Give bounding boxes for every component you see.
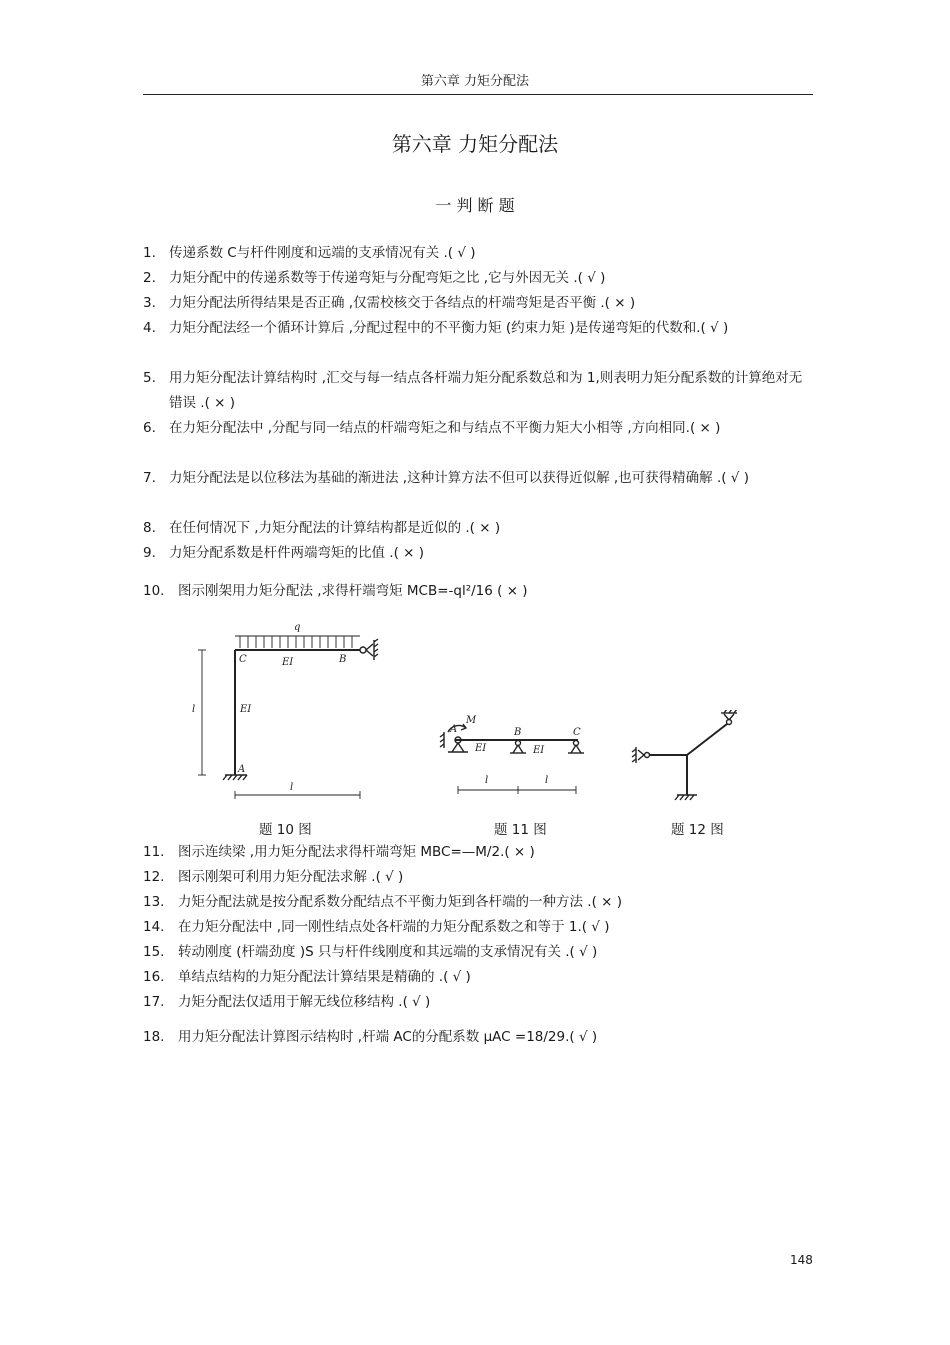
question-item: 5. 用力矩分配法计算结构时 ,汇交与每一结点各杆端力矩分配系数总和为 1,则表明力矩分配系数的计算绝对无错误 .( × ) [143,370,803,411]
chapter-title: 第六章 力矩分配法 [391,132,559,156]
question-item: 1. 传递系数 C与杆件刚度和远端的支承情况有关 .( √ ) [143,245,476,261]
label-b: B [514,727,522,738]
label-m: M [466,715,477,726]
question-item: 3. 力矩分配法所得结果是否正确 ,仅需校核交于各结点的杆端弯矩是否平衡 .( × ) [143,295,636,311]
figure-11-beam-diagram [430,710,595,805]
figure-11-caption: 题 11 图 [494,822,547,838]
question-item: 8. 在任何情况下 ,力矩分配法的计算结构都是近似的 .( × ) [143,520,501,536]
label-a: A [238,764,246,775]
question-item: 18. 用力矩分配法计算图示结构时 ,杆端 AC的分配系数 μAC =18/29.( √ ) [143,1029,598,1045]
figure-10-frame-diagram [190,620,390,805]
question-item: 15. 转动刚度 (杆端劲度 )S 只与杆件线刚度和其远端的支承情况有关 .( √ ) [143,944,598,960]
label-height: l [192,704,196,715]
section-heading: 一 判 断 题 [435,196,515,215]
question-item: 2. 力矩分配中的传递系数等于传递弯矩与分配弯矩之比 ,它与外因无关 .( √ ) [143,270,606,286]
question-item: 7. 力矩分配法是以位移法为基础的渐进法 ,这种计算方法不但可以获得近似解 ,也可获得精确解 .( √ ) [143,470,749,486]
label-b: B [339,654,347,665]
label-c: C [573,727,581,738]
question-item: 13. 力矩分配法就是按分配系数分配结点不平衡力矩到各杆端的一种方法 .( × ) [143,894,623,910]
header-rule [143,94,813,95]
question-item: 12. 图示刚架可利用力矩分配法求解 .( √ ) [143,869,404,885]
question-item: 4. 力矩分配法经一个循环计算后 ,分配过程中的不平衡力矩 (约束力矩 )是传递弯矩的代数和.( √ ) [143,320,729,336]
label-q: q [294,622,301,633]
figure-10-caption: 题 10 图 [259,822,312,838]
question-item: 6. 在力矩分配法中 ,分配与同一结点的杆端弯矩之和与结点不平衡力矩大小相等 ,方向相同.( × ) [143,420,721,436]
question-item: 17. 力矩分配法仅适用于解无线位移结构 .( √ ) [143,994,431,1010]
label-c: C [239,654,247,665]
label-a: A [450,724,458,735]
label-ei-2: EI [533,745,545,756]
figure-12-caption: 题 12 图 [671,822,724,838]
label-ei-col: EI [240,704,252,715]
label-span-2: l [545,775,549,786]
question-item: 9. 力矩分配系数是杆件两端弯矩的比值 .( × ) [143,545,425,561]
figure-12-frame-diagram [625,710,745,805]
question-item: 11. 图示连续梁 ,用力矩分配法求得杆端弯矩 MBC=—M/2.( × ) [143,844,535,860]
label-span-1: l [485,775,489,786]
running-header: 第六章 力矩分配法 [420,74,530,89]
question-item: 10. 图示刚架用力矩分配法 ,求得杆端弯矩 MCB=-ql²/16 ( × ) [143,583,528,599]
page-number: 148 [790,1253,813,1267]
question-item: 16. 单结点结构的力矩分配法计算结果是精确的 .( √ ) [143,969,471,985]
label-span: l [290,782,294,793]
label-ei-1: EI [475,743,487,754]
question-item: 14. 在力矩分配法中 ,同一刚性结点处各杆端的力矩分配系数之和等于 1.( √ ) [143,919,610,935]
label-ei-beam: EI [282,657,294,668]
